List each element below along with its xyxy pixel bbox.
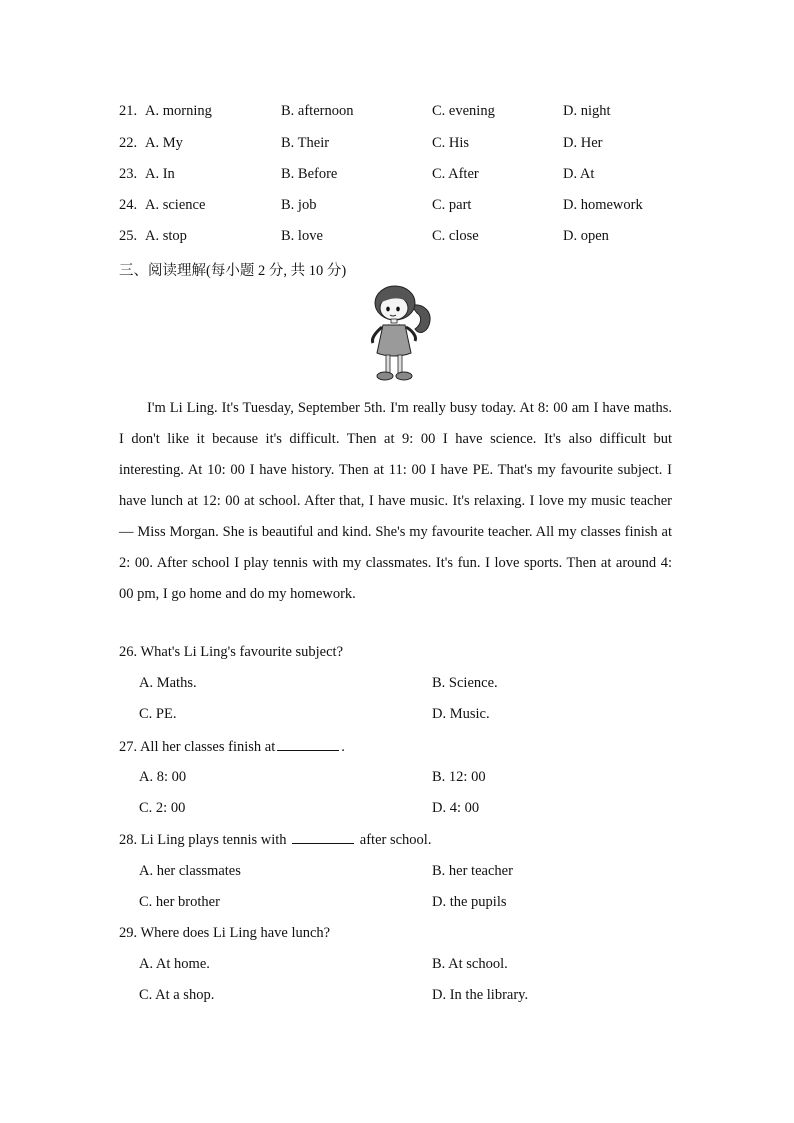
q29-option-d: D. In the library.	[432, 987, 529, 1003]
q28-option-c: C. her brother	[139, 894, 220, 910]
q26-option-d: D. Music.	[432, 706, 490, 722]
cloze-number: 23.	[119, 166, 138, 182]
cloze-number: 24.	[119, 197, 138, 213]
cloze-number: 21.	[119, 103, 138, 119]
q29-option-a: A. At home.	[139, 956, 210, 972]
option-c: C. His	[432, 135, 470, 151]
option-d: D. At	[563, 166, 595, 182]
option-b: B. job	[281, 197, 317, 213]
option-b: B. love	[281, 228, 323, 244]
option-c: C. After	[432, 166, 479, 182]
reading-passage	[119, 393, 672, 610]
question-26: 26. What's Li Ling's favourite subject?	[119, 644, 344, 660]
q27-option-c: C. 2: 00	[139, 800, 186, 816]
q28-option-d: D. the pupils	[432, 894, 507, 910]
option-a: A. morning	[145, 103, 212, 119]
q28-option-b: B. her teacher	[432, 863, 513, 879]
q27-option-b: B. 12: 00	[432, 769, 486, 785]
cloze-number: 25.	[119, 228, 138, 244]
option-a: A. science	[145, 197, 206, 213]
girl-illustration	[355, 283, 440, 385]
option-b: B. afternoon	[281, 103, 354, 119]
q29-option-c: C. At a shop.	[139, 987, 215, 1003]
q27-option-d: D. 4: 00	[432, 800, 480, 816]
question-28-stem: 28. Li Ling plays tennis with	[119, 832, 287, 848]
option-c: C. close	[432, 228, 479, 244]
answer-blank	[292, 831, 354, 844]
answer-blank	[277, 738, 339, 751]
cloze-number: 22.	[119, 135, 138, 151]
option-b: B. Their	[281, 135, 330, 151]
option-c: C. evening	[432, 103, 495, 119]
question-28-stem-end: after school.	[359, 832, 432, 848]
q29-option-b: B. At school.	[432, 956, 508, 972]
q26-option-a: A. Maths.	[139, 675, 197, 691]
question-27-stem-end: .	[341, 739, 345, 755]
q28-option-a: A. her classmates	[139, 863, 241, 879]
option-a: A. My	[145, 135, 183, 151]
option-a: A. stop	[145, 228, 187, 244]
section-title: 三、阅读理解(每小题 2 分, 共 10 分)	[119, 263, 347, 279]
question-27-stem: 27. All her classes finish at	[119, 739, 276, 755]
option-c: C. part	[432, 197, 472, 213]
option-d: D. Her	[563, 135, 603, 151]
question-29: 29. Where does Li Ling have lunch?	[119, 925, 331, 941]
q27-option-a: A. 8: 00	[139, 769, 187, 785]
option-d: D. open	[563, 228, 609, 244]
option-d: D. homework	[563, 197, 643, 213]
option-a: A. In	[145, 166, 175, 182]
question-27	[119, 738, 345, 756]
option-d: D. night	[563, 103, 611, 119]
q26-option-b: B. Science.	[432, 675, 498, 691]
passage-text: I'm Li Ling. It's Tuesday, September 5th. I'm really busy today. At 8: 00 am I have maths. I don't like it because it's difficult. Then at 9: 00 I have science. It's also difficult but interesting. At 10: 00 I have history. Then at 11: 00 I have PE. That's my favourite subject. I have lunch at 12: 00 at school. After that, I have music. It's relaxing. I love my music teacher — Miss Morgan. She is beautiful and kind. She's my favourite teacher. All my classes finish at 2: 00. After school I play tennis with my classmates. It's fun. I love sports. Then at around 4: 00 pm, I go home and do my homework.	[119, 400, 672, 602]
question-28	[119, 831, 431, 849]
option-b: B. Before	[281, 166, 338, 182]
q26-option-c: C. PE.	[139, 706, 177, 722]
